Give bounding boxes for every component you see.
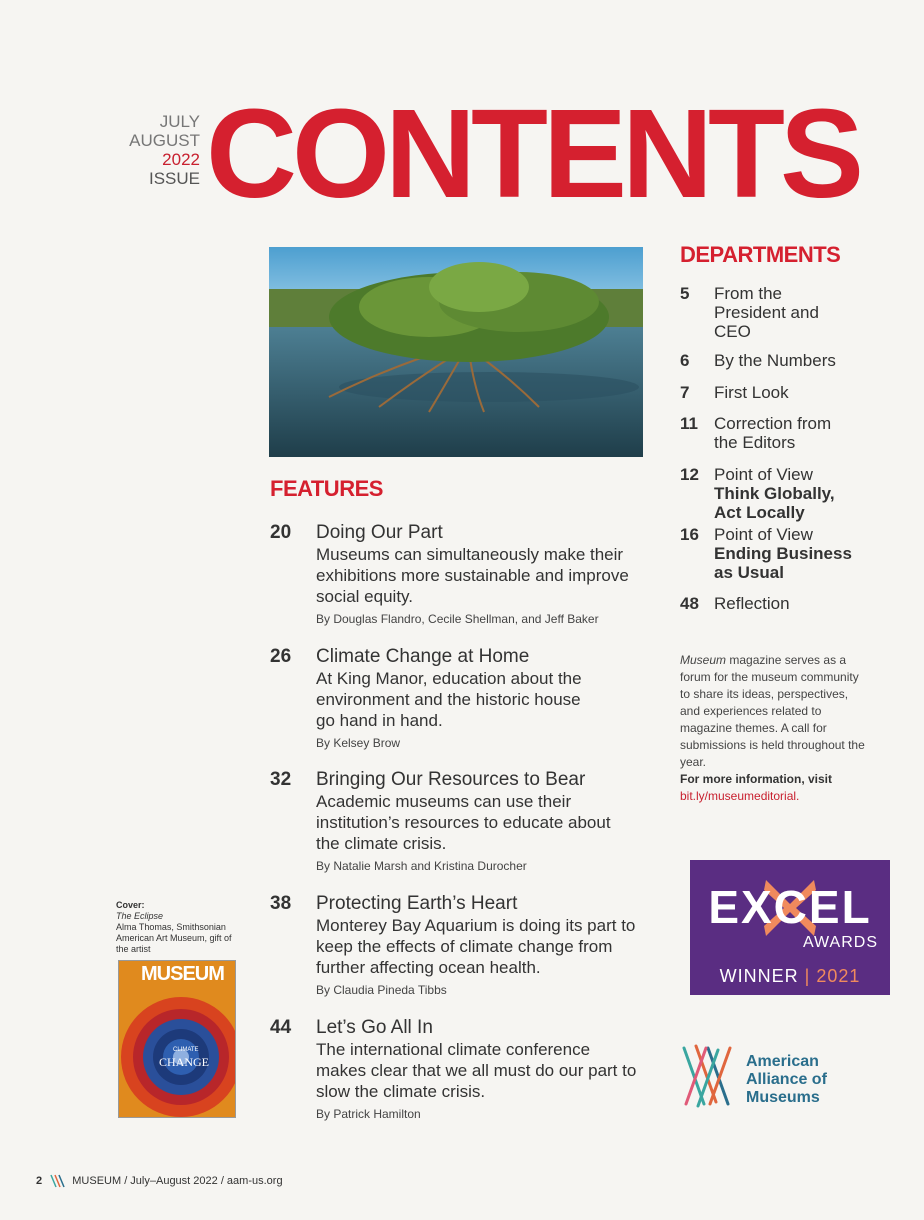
aam-wordmark (746, 1053, 827, 1107)
excel-winner-line (690, 966, 890, 987)
feature-title: Protecting Earth’s Heart (316, 893, 518, 914)
footer-text: MUSEUM / July–August 2022 / aam-us.org (72, 1174, 283, 1187)
more-info-label: For more information, visit (680, 772, 833, 786)
department-title: Point of View (714, 525, 813, 544)
feature-page-number: 44 (270, 1017, 292, 1038)
excel-year: 2021 (816, 966, 861, 986)
department-title: Correction from the Editors (714, 414, 832, 452)
departments-heading: DEPARTMENTS (680, 242, 841, 267)
feature-byline: By Claudia Pineda Tibbs (316, 983, 447, 997)
feature-page-number: 38 (270, 893, 292, 914)
feature-item[interactable] (270, 1017, 650, 1127)
department-title: By the Numbers (714, 351, 836, 370)
excel-winner-label: WINNER (719, 966, 799, 986)
cover-headline: CHANGE (159, 1055, 209, 1069)
excel-awards-label: AWARDS (802, 934, 878, 951)
issue-label: ISSUE (148, 169, 200, 188)
department-page-number: 5 (680, 284, 690, 303)
blurb-text: magazine serves as a forum for the museum community to share its ideas, perspectives, and experiences related to magazine themes. A call for submissions is held throughout the year. (680, 653, 865, 769)
feature-description: At King Manor, education about the environment and the historic house go hand in hand. (316, 669, 582, 730)
feature-byline: By Douglas Flandro, Cecile Shellman, and Jeff Baker (316, 612, 599, 626)
feature-byline: By Patrick Hamilton (316, 1107, 421, 1121)
aam-logo-icon (678, 1040, 736, 1112)
aam-line2: Alliance of (746, 1071, 827, 1088)
cover-masthead: MUSEUM (141, 963, 224, 985)
feature-page-number: 20 (270, 522, 292, 543)
page-title: CONTENTS (206, 83, 859, 224)
excel-separator: | (804, 966, 811, 986)
issue-year: 2022 (162, 150, 200, 169)
cover-thumbnail[interactable] (118, 960, 236, 1118)
department-title: Point of View (714, 465, 813, 484)
feature-description: Monterey Bay Aquarium is doing its part to keep the effects of climate change from further affecting ocean health. (316, 916, 636, 977)
feature-item[interactable] (270, 769, 650, 879)
department-title: Reflection (714, 594, 790, 613)
feature-description: The international climate conference makes clear that we all must do our part to slow the climate crisis. (316, 1040, 637, 1101)
feature-byline: By Kelsey Brow (316, 736, 401, 750)
feature-page-number: 26 (270, 646, 292, 667)
department-page-number: 12 (680, 465, 699, 484)
feature-page-number: 32 (270, 769, 292, 790)
mangrove-photo (269, 247, 643, 457)
feature-description: Museums can simultaneously make their exhibitions more sustainable and improve social equity. (316, 545, 629, 606)
feature-item[interactable] (270, 522, 650, 632)
feature-title: Doing Our Part (316, 522, 443, 543)
feature-item[interactable] (270, 893, 650, 1003)
feature-title: Let’s Go All In (316, 1017, 433, 1038)
issue-month-august: AUGUST (129, 131, 200, 150)
magazine-name: Museum (680, 653, 727, 667)
department-title: From the President and CEO (714, 284, 819, 341)
cover-credit: Alma Thomas, Smithsonian American Art Museum, gift of the artist (116, 922, 232, 954)
aam-line1: American (746, 1053, 819, 1070)
department-page-number: 48 (680, 594, 699, 613)
feature-item[interactable] (270, 646, 650, 756)
excel-word: EXCEL (708, 881, 872, 933)
department-subtitle: Ending Business as Usual (714, 544, 852, 582)
department-page-number: 16 (680, 525, 699, 544)
department-title: First Look (714, 383, 789, 402)
department-subtitle: Think Globally, Act Locally (714, 484, 835, 522)
issue-date (116, 112, 200, 188)
issue-month-july: JULY (159, 112, 200, 131)
feature-title: Climate Change at Home (316, 646, 530, 667)
cover-work-title: The Eclipse (116, 911, 164, 921)
department-page-number: 11 (680, 414, 698, 433)
editorial-link[interactable]: bit.ly/museumeditorial. (680, 789, 800, 803)
cover-label: Cover: (116, 900, 145, 910)
submissions-blurb (680, 652, 870, 805)
excel-awards-badge (690, 860, 890, 995)
features-heading: FEATURES (270, 476, 383, 501)
feature-description: Academic museums can use their institution’s resources to educate about the climate crisis. (316, 792, 611, 853)
page-footer (36, 1174, 283, 1188)
aam-mini-logo-icon (49, 1174, 65, 1188)
cover-tag: CLIMATE (173, 1047, 199, 1053)
cover-caption (116, 900, 236, 955)
department-page-number: 7 (680, 383, 690, 402)
feature-byline: By Natalie Marsh and Kristina Durocher (316, 859, 527, 873)
aam-line3: Museums (746, 1089, 820, 1106)
feature-title: Bringing Our Resources to Bear (316, 769, 586, 790)
page-number: 2 (36, 1174, 43, 1187)
department-page-number: 6 (680, 351, 690, 370)
